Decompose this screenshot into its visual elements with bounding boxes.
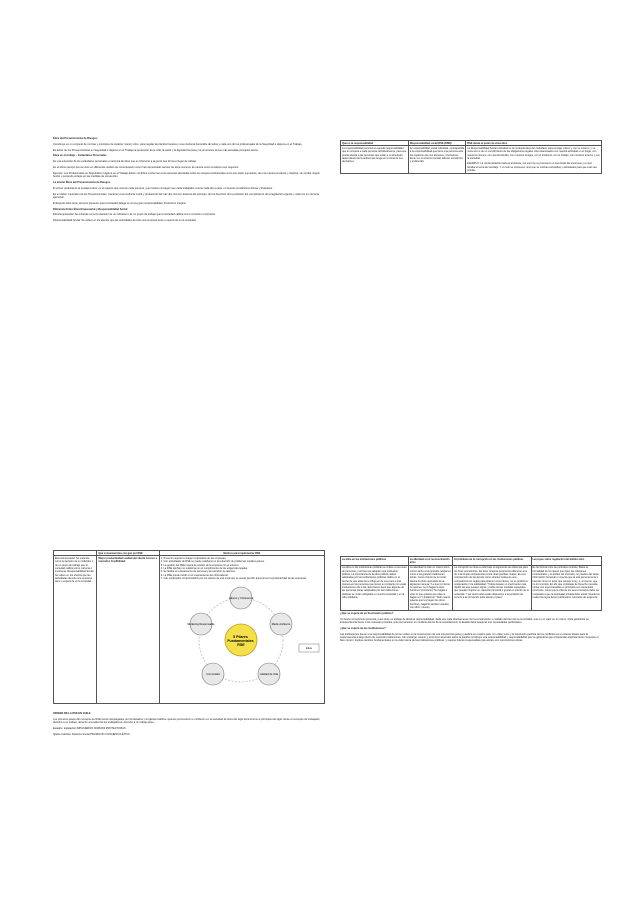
paragraph: Constituye en un conjunto de normas y principios de carácter moral y ético, para regular la práctica honesta y una conducta honorable de todos y cada uno de los profesionales de la Seguridad e Higiene en el Trabajo. bbox=[53, 142, 303, 146]
table-header: Motivos para implementar RSE bbox=[159, 551, 324, 556]
paragraph: Es una extensión de los estándares personales a carencia de ética que es inherente a la gente que forma el lugar de trabajo. bbox=[53, 160, 197, 164]
paragraph: Es deber de los Prevencionistas en Seguridad e Higiene en el Trabajo la protección de la vida, la salud y la dignidad humana y la promoción de las más elevadas principios éticos. bbox=[53, 148, 259, 152]
pillar-label: Marketing Responsable bbox=[187, 623, 215, 627]
answer-text: Las instituciones tienen una responsabilidad de primer orden en la construcción de una convivencia justa y pacífica en nuestro país. Un orden justo y la resolución pacífica de los conflictos es un interés básico para la supervivencia a largo plazo de nuestras instituciones. Sin embargo, asumir y promover acuerdos sobre la justicia constituye una responsabilidad y responsabilidad que va garantizar que el bienestar efectivamente conecque el bien común, implica cambios fundamentales en la vida misma de las instituciones públicas, y supone líderes responsables que actúen con convicciones éticas. bbox=[340, 632, 599, 643]
table-cell: Mayor productividad Lealtad del cliente Acceso a mercados Credibilidad bbox=[97, 556, 159, 703]
paragraph: Responsabilidad Social: Se refiere a l los efectos que las actividades de todo una empresa tiene o espera de en la sociedad. bbox=[53, 219, 197, 223]
reason-item: 1. Prevenir mejorar la imagen corporativa de las empresas. bbox=[160, 557, 227, 561]
reasons-cell bbox=[159, 556, 324, 703]
table-header: RSE desde el punto de vista ético bbox=[466, 141, 602, 146]
reason-item: 6. La RSE puede incidir en el mejoramiento del clima laboral. bbox=[160, 573, 229, 577]
table-cell: La alteridad ha sido un criterio ético común tanto a los grandes religiones como a las grandes tradiciones éticas. Como criterio de la moral básica ha sido expresado de la siguiente manera: "Lo que tú mismo no quieres, no lo hagas a otros hombres" (Confucio) "No hagas a otros lo que quieras que ellos te hagan a ti" (Judaísmo) "Todo cuanto quieras que les hagan los otros hombres, háganlo también ustedes con ellos" (Jesús) bbox=[409, 566, 451, 609]
rse-table bbox=[53, 550, 325, 704]
reason-item: 7. Con empleados comprometidos por los valores de una empresa, se puede percibir aumento en la productividad de las empresas. bbox=[160, 576, 307, 580]
subheading: Diferencia Entre Ética Empresarial y Responsabilidad Social bbox=[53, 207, 128, 211]
iglesia-text: Iglesia Católica: Doctrina Social PROMOVIO CONCIENCIA ÉTICA bbox=[53, 732, 130, 736]
answer-text: Un fuerte compromiso personal, pues tiene un trabajo de altísima responsabilidad, dado que trata directamente con la construcción y cuidado del bien de la comunidad, que en un valor en sí mismo. Para garantizar su independencia frente a los intereses privados, que permanecen en conflicto dentro de la sociedad civil, el Estado debe asegurar sus necesidades particulares. bbox=[340, 617, 589, 625]
origin-text: Los primeros pasos del concepto de RSE fueron desplegados por los Estados y la Iglesia Católica, quienes promovieron e incidieron en la sociedad de fines del siglo decimonono a principios del siglo veinte el concepto de trabajador, derecho a un trabajo, derecho a la salud de los trabajadores, derecho a un trabajo justo. bbox=[53, 717, 321, 724]
responsibility-table-panel bbox=[340, 140, 602, 174]
table-header: Responsabilidad social RSE (RSM) bbox=[408, 141, 465, 146]
question-heading: ¿Qué se espera de las instituciones? bbox=[340, 626, 386, 630]
section-heading: Ética del Prevencionista de Riesgos bbox=[53, 137, 98, 140]
example-text: EJEMPLO: La concientización hacia el ambiente, por eso hoy se promueve en casi todas las empresas y a nivel familiar el tema del reciclaje. Y no solo se promueve, sino que se motivan campañas y actividades para que esto sea posible. bbox=[467, 162, 597, 172]
ethics-text-panel bbox=[53, 137, 325, 225]
question-heading: ¿Qué se espera de un funcionario público? bbox=[340, 611, 394, 615]
paragraph: Ética Empresarial: Se entiende como la decisión de un individuo o de un grupo de trabajo que la sociedad califica como correcta o incorrecta. bbox=[53, 213, 216, 217]
table-cell: la responsabilidad social individual, contrapartida a la responsabilidad que tiene una persona ante los impactos que sus acciones y decisiones tienen en su entorno (social, laboral, económico y ambiental). bbox=[408, 146, 465, 173]
table-cell: La corrupción se lleva a cabo bajo el argumento de eficiencia para los fines económicos, las tener ninguna perspectiva diferente a la de una simple competencia contra otras posibles rivales. Es una comprensión de los demás como simples rivales de una competencia sin reglas para obtener unos bienes, no es posible la cooperación ni la solidaridad. "Todos desean un crecimiento más rápido del que pueden lograr, y todos toman medidas especiales que puedan mejorar su, atención personal o grupal en interior de la sociedad. Y por tanto todos están dispuestos a la tentación de recurrir a la corrupción para apurar el paso." bbox=[453, 565, 531, 610]
reason-item: 3. La gestión del RSE mejora la relación de la empresa con el entorno. bbox=[160, 563, 240, 567]
table-header: El problema de la corrupción en las instituciones públicas bbox=[453, 557, 531, 566]
pillars-diagram-svg bbox=[161, 580, 321, 700]
origin-heading: ORIGEN DE LA RSE EN CHILE bbox=[53, 711, 91, 715]
table-cell: La responsabilidad personal es aquella responsabilidad que le compete a cada persona individualmente, para que pueda afectar a las personas que están a su alrededor, dependiendo de la actitud que tenga en la toma de sus decisiones. bbox=[341, 146, 409, 173]
pillar-label: Medio Ambiente bbox=[271, 623, 290, 627]
table-header: Las leyes sobre regulación del ámbito ético bbox=[531, 557, 601, 566]
center-label-line: 5 Pilares bbox=[232, 635, 248, 640]
rse-pillars-diagram bbox=[161, 580, 323, 702]
table-cell: Ética Empresarial: Se entiende como la decisión de un individuo o de un grupo de trabajo que la sociedad califica como correcta o incorrecta. Responsabilidad Social: Se refiere a l los efectos que las actividades de todo una empresa tiene o espera de en la sociedad. bbox=[54, 556, 97, 703]
table-cell: La ética en las instituciones públicas se refiere a una serie de personas y normas que adoptan una institución pública. La importancia de la ética pública radica adoptadas por las instituciones públicas radica en el hecho de que ellas tiene influjo en de sus pues a otra manera en las personas que tienen en contacto con estas instituciones día a día. Esto hacen decir que algunas de las personas éticas adoptadas por las instituciones públicas se verán reflejadas en nuestra sociedad y en la vida cotidiana. bbox=[341, 565, 409, 610]
paragraph: El primer pedestal de la escalera ética, es el respeto que merece cada persona, que implica conseguir que cada trabajador cuente cada día a casa, en buenas condiciones físicas y Psíquicas. bbox=[53, 186, 273, 190]
rse-table-panel bbox=[53, 550, 325, 738]
subheading: La misión Ética del Prevencionista de Riesgos bbox=[53, 180, 111, 184]
origin-section bbox=[53, 712, 325, 736]
table-header: Qué consecuencias con gan por RSE bbox=[97, 551, 159, 556]
subheading: Ética en el trabajo – Estándares Personales bbox=[53, 154, 107, 158]
reason-item: 2. Con actividades de RSE se puede colaborar en la reducción de problemas sociales graves. bbox=[160, 560, 265, 564]
center-label-line: RSE bbox=[236, 643, 245, 648]
paragraph: Ejemplo: Los Profesionales en Seguridad e Higiene en el Trabajo deben contribuir a informar a las personas afectadas sobre los riesgos profesionales a los que están expuestos, de una manera prudente y objetiva, sin ocultar ningún hecho y poniendo énfasis en las medidas de prevención. bbox=[53, 171, 320, 179]
cell-text: La Responsabilidad Social Individual es la conducta ética del ciudadano para consigo mismo y con su entorno, y se nutre eso sí de un cumplimiento de las obligaciones legales más relacionados con nuestra actividad en el hogar, con nosotros mismos, con nuestra familia, con nuestros amigos, con el ambiente, con el trabajo, con nuestros amores y con la sociedad. bbox=[467, 147, 600, 160]
table-header: La alteridad en el reconocimiento ético bbox=[408, 557, 452, 566]
pillar-label: Comunidad bbox=[206, 673, 220, 677]
pillar-label: Valores y Coherencia bbox=[228, 597, 253, 601]
paragraph: Es un deber imperativo de los Prevencionistas, mantener una conducta moral y profesional del más alto nivel en defensa del principio, de los derechos de la profesión del cumplimiento de la legislación vigente y velar por su correcta ejecución. bbox=[53, 192, 319, 199]
questions-section bbox=[340, 612, 602, 643]
public-ethics-table bbox=[340, 556, 602, 611]
reason-item: 4. La RSE también se relaciona con el cumplimiento de las exigencias legales. bbox=[160, 566, 248, 570]
estados-text: Estados: legislación IMPUSIERON NORMAS PROTECTORAS bbox=[53, 726, 126, 730]
table-header: La ética en las instituciones públicas bbox=[341, 557, 409, 566]
responsibility-table bbox=[340, 140, 602, 174]
center-label-line: Fundamentales bbox=[227, 639, 254, 644]
reason-item: 5. Se facilita el reclutamiento de personal y la retención de talentos. bbox=[160, 570, 236, 574]
pillar-label: Calidad de Vida bbox=[259, 673, 278, 677]
table-cell bbox=[466, 146, 602, 173]
paragraph: En el último tiempo hemos visto en diferentes medios de comunicación como han demostrado carecer de ética moral en la manera como conducen sus negocios. bbox=[53, 165, 239, 169]
public-ethics-panel bbox=[340, 556, 602, 645]
table-header: Que es la responsabilidad bbox=[341, 141, 409, 146]
table-cell: Es fiel formal entre de contratos contrato. Basta la formalidad de los deseo que rigen las relaciones contractuales y el ámbito del mercado, no pueden dar tanta información tomando en cuenta que la otra persona tenía o intentar como un actor que cumple lo ley, o, al menos, que no lo incumple. En ahí que un Estado de Derecho necesite contar con leyes basadas en principios con contenidos concretos, como que la vida de los seres humanos debe ser respetada o que la propiedad privada debe existir. Desde los cuales las leyes tienen parámetros concretos de exigencia. bbox=[531, 565, 601, 610]
ethics-label: Ética bbox=[305, 647, 312, 651]
paragraph: El Experto debe tener siempre presente que la sociedad delega en él una gran responsabilidad, Protección integral. bbox=[53, 201, 187, 205]
